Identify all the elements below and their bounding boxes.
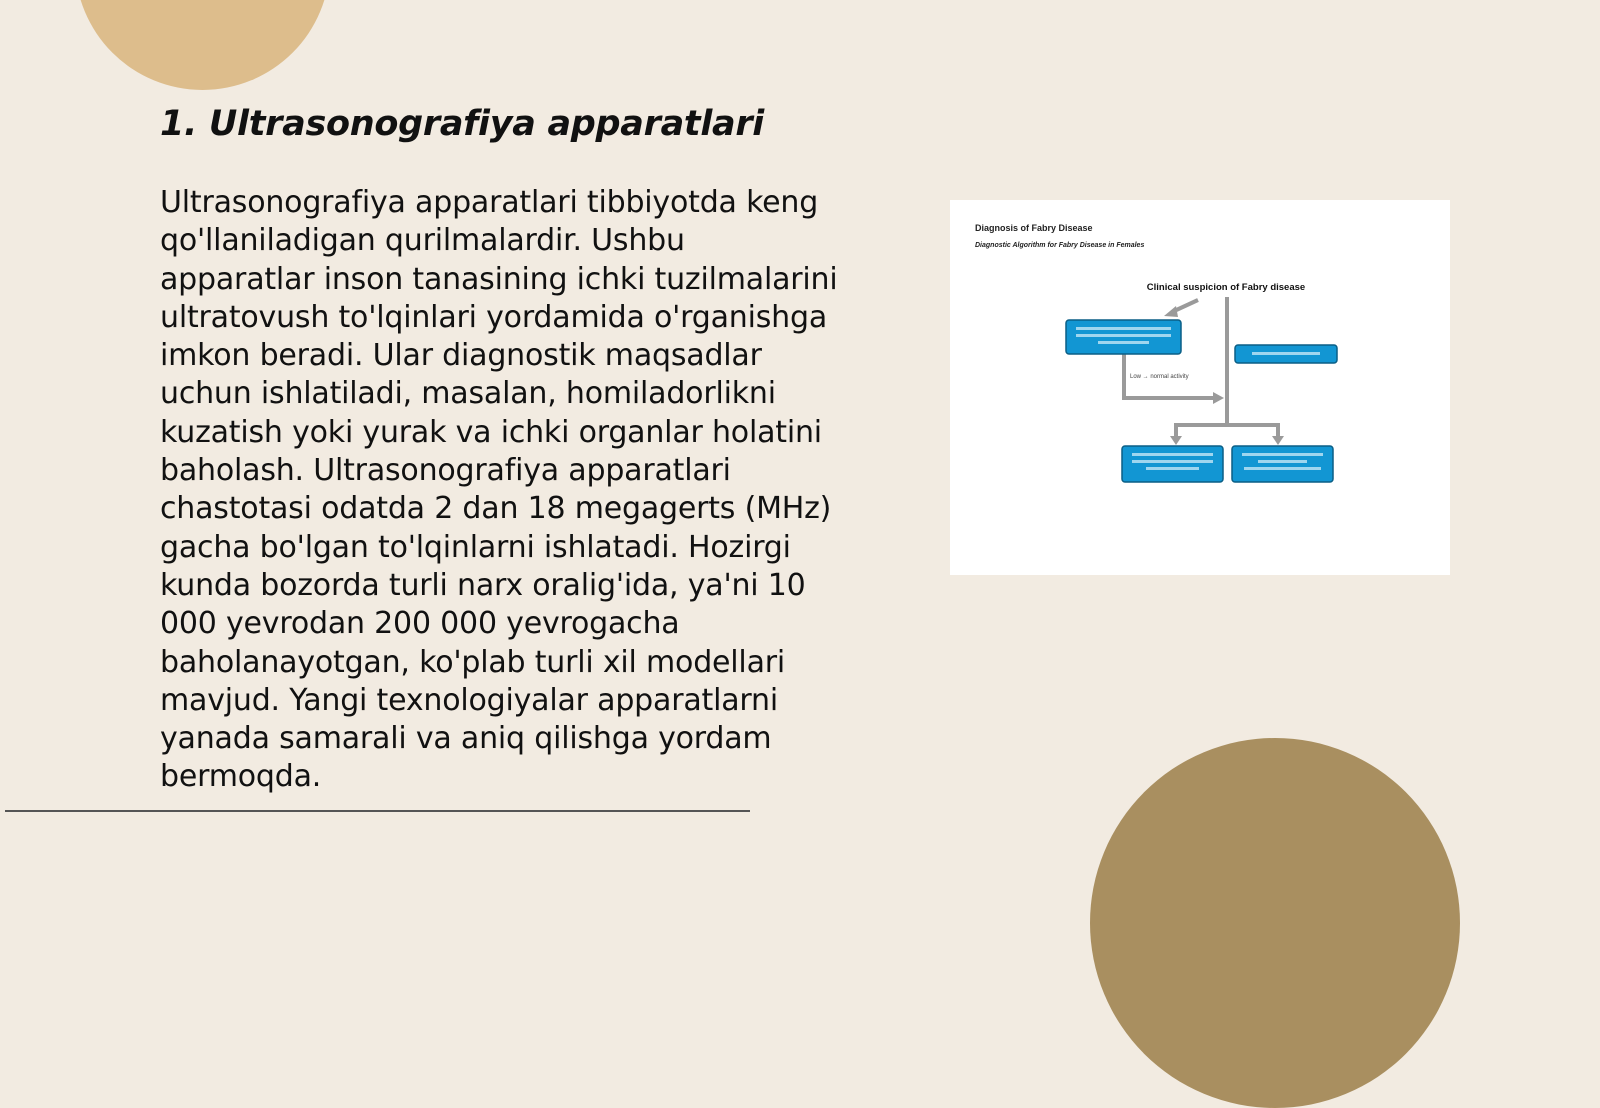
slide-body-text: Ultrasonografiya apparatlari tibbiyotda keng qo'llaniladigan qurilmalardir. Ushbu apparatlar inson tanasining ichki tuzilmalarini ultratovush to'lqinlari yordamida o'rganishga imkon beradi. Ular diagnostik maqsadlar uchun ishlatiladi, masalan, homiladorlikni kuzatish yoki yurak va ichki organlar holatini baholash. Ultrasonografiya apparatlari chastotasi odatda 2 dan 18 megagerts (MHz) gacha bo'lgan to'lqinlarni ishlatadi. Hozirgi kunda bozorda turli narx oralig'ida, ya'ni 10 000 yevrodan 200 000 yevrogacha baholanayotgan, ko'plab turli xil modellari mavjud. Yangi texnologiyalar apparatlarni yanada samarali va aniq qilishga yordam bermoqda.: [160, 185, 838, 795]
diagram-subheading: Diagnostic Algorithm for Fabry Disease in Females: [975, 242, 1145, 249]
slide-title: 1. Ultrasonografiya apparatlari: [160, 104, 765, 144]
diagram-heading: Diagnosis of Fabry Disease: [975, 223, 1093, 233]
diagram-box-result-positive: [1122, 446, 1223, 482]
diagram-top-node: Clinical suspicion of Fabry disease: [1146, 282, 1306, 293]
divider-line: [5, 810, 750, 812]
decorative-circle-top: [75, 0, 330, 90]
diagram-arrow-label: Low → normal activity: [1130, 374, 1189, 380]
diagram-connectors: [1124, 297, 1280, 437]
decorative-circle-bottom: [1090, 738, 1460, 1108]
diagram-box-gene-test: [1235, 345, 1337, 363]
diagram-image: [950, 200, 1450, 575]
diagram-box-result-negative: [1232, 446, 1333, 482]
fabry-flowchart: [950, 200, 1450, 575]
diagram-box-enzyme-test: [1066, 320, 1181, 354]
